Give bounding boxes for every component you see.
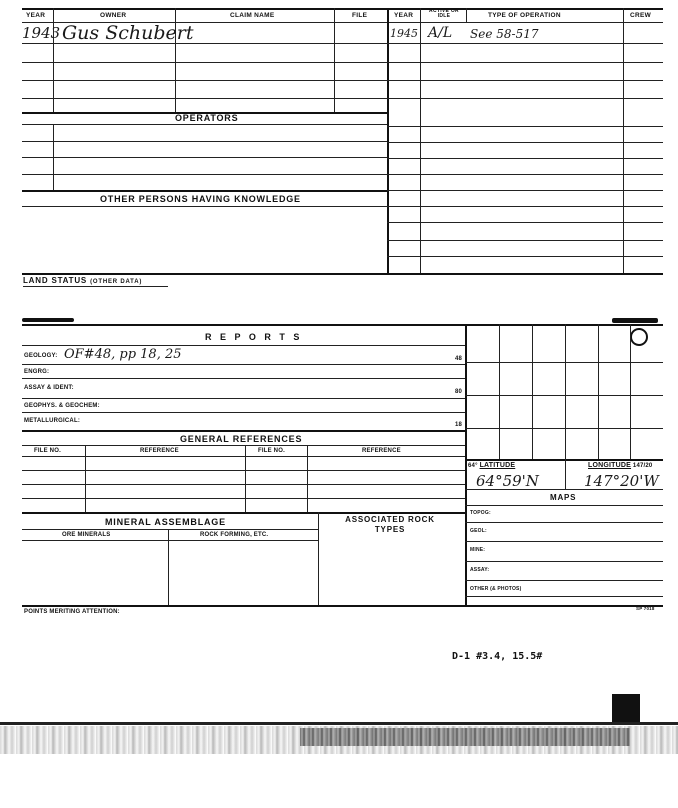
section-line	[22, 190, 387, 192]
divider	[623, 8, 624, 274]
lon-suffix: 147/20	[632, 463, 653, 469]
latitude-value: 64°59'N	[476, 472, 539, 490]
reports-top-line	[22, 324, 663, 326]
section-line	[22, 605, 663, 607]
grid-line	[465, 362, 663, 363]
row-line	[387, 256, 663, 257]
row-line	[22, 80, 387, 81]
form-number: SP 7018	[636, 606, 655, 611]
row-line	[465, 505, 663, 506]
other-persons-heading: OTHER PERSONS HAVING KNOWLEDGE	[100, 194, 301, 204]
grid-line	[465, 395, 663, 396]
lat-prefix: 64°	[468, 463, 478, 469]
row-line	[22, 398, 465, 399]
assay-num: 80	[455, 389, 463, 395]
row-line	[465, 489, 663, 490]
row-line	[22, 484, 465, 485]
row-line	[387, 174, 663, 175]
row-line	[22, 456, 465, 457]
row-line	[22, 445, 465, 446]
row-line	[465, 541, 663, 542]
land-status-note: (OTHER DATA)	[90, 279, 143, 285]
longitude-value: 147°20'W	[584, 472, 659, 490]
section-line	[22, 512, 465, 514]
scan-noise-dark	[300, 728, 630, 746]
punch-hole	[630, 328, 648, 346]
row-line	[387, 222, 663, 223]
divider	[168, 529, 169, 605]
divider	[245, 445, 246, 512]
general-references-heading: GENERAL REFERENCES	[180, 434, 303, 444]
reports-heading: R E P O R T S	[205, 332, 303, 342]
points-meriting-attention: POINTS MERITING ATTENTION:	[24, 609, 120, 615]
operation-entry-year: 1945	[390, 27, 418, 40]
row-line	[387, 240, 663, 241]
row-line	[22, 364, 465, 365]
map-other: OTHER (& PHOTOS)	[470, 586, 522, 592]
grid-line	[532, 324, 533, 460]
latitude-header	[468, 462, 515, 469]
latitude-label: LATITUDE	[479, 462, 516, 469]
row-line	[22, 412, 465, 413]
row-line	[22, 378, 465, 379]
divider	[466, 8, 467, 22]
row-line	[22, 141, 387, 142]
operation-entry-status: A/L	[428, 25, 453, 41]
grid-line	[565, 324, 566, 460]
row-line	[22, 498, 465, 499]
header-claim-name: CLAIM NAME	[230, 12, 275, 19]
row-line	[387, 206, 663, 207]
row-line	[22, 98, 387, 99]
assay-label: ASSAY & IDENT:	[24, 385, 74, 391]
divider	[420, 8, 421, 274]
row-line	[387, 98, 663, 99]
geology-num: 48	[455, 356, 463, 362]
map-topog: TOPOG:	[470, 510, 491, 516]
section-line	[22, 430, 465, 432]
divider	[307, 445, 308, 512]
row-line	[387, 126, 663, 127]
divider	[334, 8, 335, 22]
ink-smudge	[612, 318, 658, 323]
scan-mark	[612, 694, 640, 722]
geophys-label: GEOPHYS. & GEOCHEM:	[24, 403, 100, 409]
middle-divider	[387, 8, 389, 274]
operation-entry-type: See 58-517	[470, 27, 539, 41]
row-line	[387, 142, 663, 143]
map-assay: ASSAY:	[470, 567, 490, 573]
header-active-or-idle: ACTIVE OR IDLE	[429, 8, 459, 19]
row-line	[387, 80, 663, 81]
row-line	[387, 62, 663, 63]
operators-heading: OPERATORS	[175, 113, 239, 123]
typed-note: D-1 #3.4, 15.5#	[452, 651, 543, 662]
row-line	[465, 561, 663, 562]
ink-smudge	[22, 318, 74, 322]
row-line	[22, 157, 387, 158]
land-status-label	[23, 276, 142, 285]
divider	[565, 459, 566, 489]
header-year-2: YEAR	[394, 12, 414, 19]
row-line	[465, 522, 663, 523]
grid-line	[598, 324, 599, 460]
rock-forming-label: ROCK FORMING, ETC.	[200, 532, 269, 538]
row-line	[22, 124, 387, 125]
longitude-label: LONGITUDE	[588, 462, 632, 469]
row-line	[22, 206, 387, 207]
divider	[334, 22, 335, 112]
row-line	[465, 596, 663, 597]
map-geol: GEOL:	[470, 528, 487, 534]
scan-noise-line	[0, 722, 678, 725]
row-line	[22, 345, 465, 346]
geology-value: OF#48, pp 18, 25	[64, 347, 182, 362]
grid-line	[465, 428, 663, 429]
land-status-underline	[23, 286, 168, 287]
reports-right-border	[465, 324, 467, 606]
owner-entry-year: 1943	[22, 24, 61, 42]
divider	[175, 8, 176, 22]
metallurgical-num: 18	[455, 422, 463, 428]
header-type-of-operation: TYPE OF OPERATION	[488, 12, 561, 19]
header-file: FILE	[352, 12, 368, 19]
row-line	[22, 62, 387, 63]
row-line	[387, 158, 663, 159]
top-border	[22, 8, 663, 10]
land-status-text: LAND STATUS	[23, 276, 88, 285]
row-line	[387, 190, 663, 191]
longitude-header	[588, 462, 652, 469]
geology-label: GEOLOGY:	[24, 353, 58, 359]
grid-line	[499, 324, 500, 460]
row-line	[22, 529, 318, 530]
ore-minerals-label: ORE MINERALS	[62, 532, 111, 538]
map-mine: MINE:	[470, 547, 486, 553]
divider	[318, 512, 319, 605]
row-line	[465, 580, 663, 581]
row-line	[387, 43, 663, 44]
header-owner: OWNER	[100, 12, 127, 19]
owner-entry-name: Gus Schubert	[62, 22, 194, 44]
header-year: YEAR	[26, 12, 46, 19]
row-line	[22, 174, 387, 175]
metallurgical-label: METALLURGICAL:	[24, 418, 81, 424]
divider	[53, 8, 54, 22]
ref-file-no-2: FILE NO.	[258, 448, 285, 454]
ref-reference-2: REFERENCE	[362, 448, 401, 454]
divider	[53, 124, 54, 190]
section-line	[22, 273, 663, 275]
mineral-assemblage-heading: MINERAL ASSEMBLAGE	[105, 517, 226, 527]
associated-rock-types-heading: ASSOCIATED ROCK TYPES	[345, 515, 435, 534]
divider	[85, 445, 86, 512]
header-crew: CREW	[630, 12, 652, 19]
grid-line	[630, 324, 631, 460]
engrg-label: ENGRG:	[24, 369, 50, 375]
row-line	[22, 540, 318, 541]
grid-bottom	[465, 459, 663, 461]
ref-reference-1: REFERENCE	[140, 448, 179, 454]
ref-file-no-1: FILE NO.	[34, 448, 61, 454]
maps-heading: MAPS	[550, 493, 577, 502]
row-line	[22, 470, 465, 471]
